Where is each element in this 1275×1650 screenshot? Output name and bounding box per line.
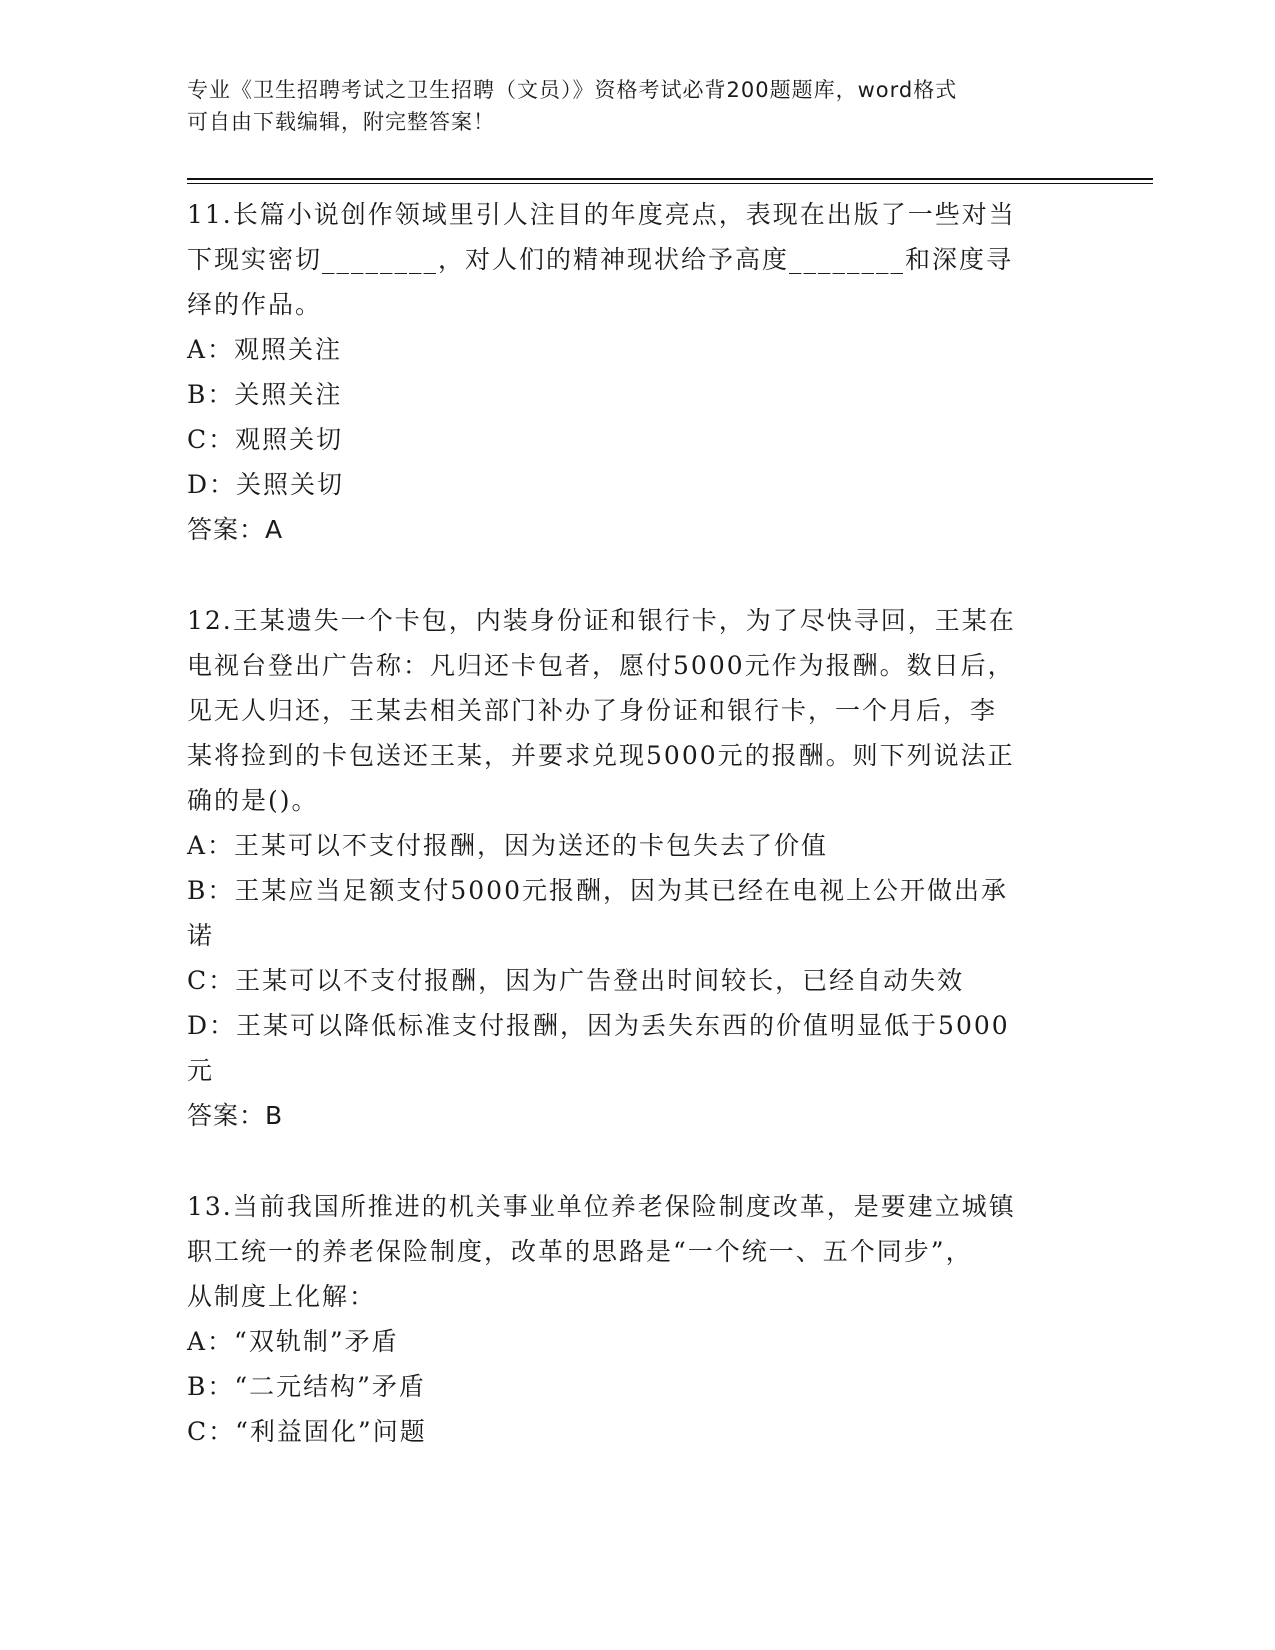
option-b-continuation: 诺 — [187, 921, 215, 950]
option-b: B：关照关注 — [187, 380, 343, 409]
option-a: A：观照关注 — [187, 335, 343, 364]
question-11 — [187, 192, 1087, 552]
question-text-line: 职工统一的养老保险制度，改革的思路是“一个统一、五个同步”， — [187, 1237, 973, 1266]
question-text-line: 某将捡到的卡包送还王某，并要求兑现5000元的报酬。则下列说法正 — [187, 741, 1015, 770]
question-text-line: 12.王某遗失一个卡包，内装身份证和银行卡，为了尽快寻回，王某在 — [187, 606, 1016, 635]
option-a: A：“双轨制”矛盾 — [187, 1327, 399, 1356]
option-a: A：王某可以不支付报酬，因为送还的卡包失去了价值 — [187, 831, 829, 860]
question-12 — [187, 598, 1087, 1138]
option-d: D：王某可以降低标准支付报酬，因为丢失东西的价值明显低于5000 — [187, 1011, 1010, 1040]
option-c: C：王某可以不支付报酬，因为广告登出时间较长，已经自动失效 — [187, 966, 965, 995]
question-text-line: 从制度上化解： — [187, 1282, 377, 1311]
header-divider-thick — [187, 178, 1153, 180]
question-text-line: 确的是()。 — [187, 786, 319, 815]
option-c: C：“利益固化”问题 — [187, 1417, 427, 1446]
question-13 — [187, 1184, 1087, 1454]
option-d-continuation: 元 — [187, 1056, 215, 1085]
header-line-2: 可自由下载编辑，附完整答案！ — [187, 110, 495, 134]
option-c: C：观照关切 — [187, 425, 344, 454]
header-line-1: 专业《卫生招聘考试之卫生招聘（文员）》资格考试必背200题题库，word格式 — [187, 78, 958, 102]
document-header — [187, 74, 1067, 138]
option-b: B：“二元结构”矛盾 — [187, 1372, 426, 1401]
question-list — [187, 192, 1087, 1500]
header-divider-thin — [187, 183, 1153, 184]
option-d: D：关照关切 — [187, 470, 345, 499]
question-text-line: 见无人归还，王某去相关部门补办了身份证和银行卡，一个月后，李 — [187, 696, 998, 725]
option-b: B：王某应当足额支付5000元报酬，因为其已经在电视上公开做出承 — [187, 876, 1008, 905]
question-text-line: 11.长篇小说创作领域里引人注目的年度亮点，表现在出版了一些对当 — [187, 200, 1016, 229]
answer-line: 答案：B — [187, 1101, 284, 1130]
question-text-line: 电视台登出广告称：凡归还卡包者，愿付5000元作为报酬。数日后， — [187, 651, 1015, 680]
answer-line: 答案：A — [187, 515, 284, 544]
question-text-line: 下现实密切________，对人们的精神现状给予高度________和深度寻 — [187, 245, 1014, 274]
question-text-line: 绎的作品。 — [187, 290, 323, 319]
question-text-line: 13.当前我国所推进的机关事业单位养老保险制度改革，是要建立城镇 — [187, 1192, 1016, 1221]
